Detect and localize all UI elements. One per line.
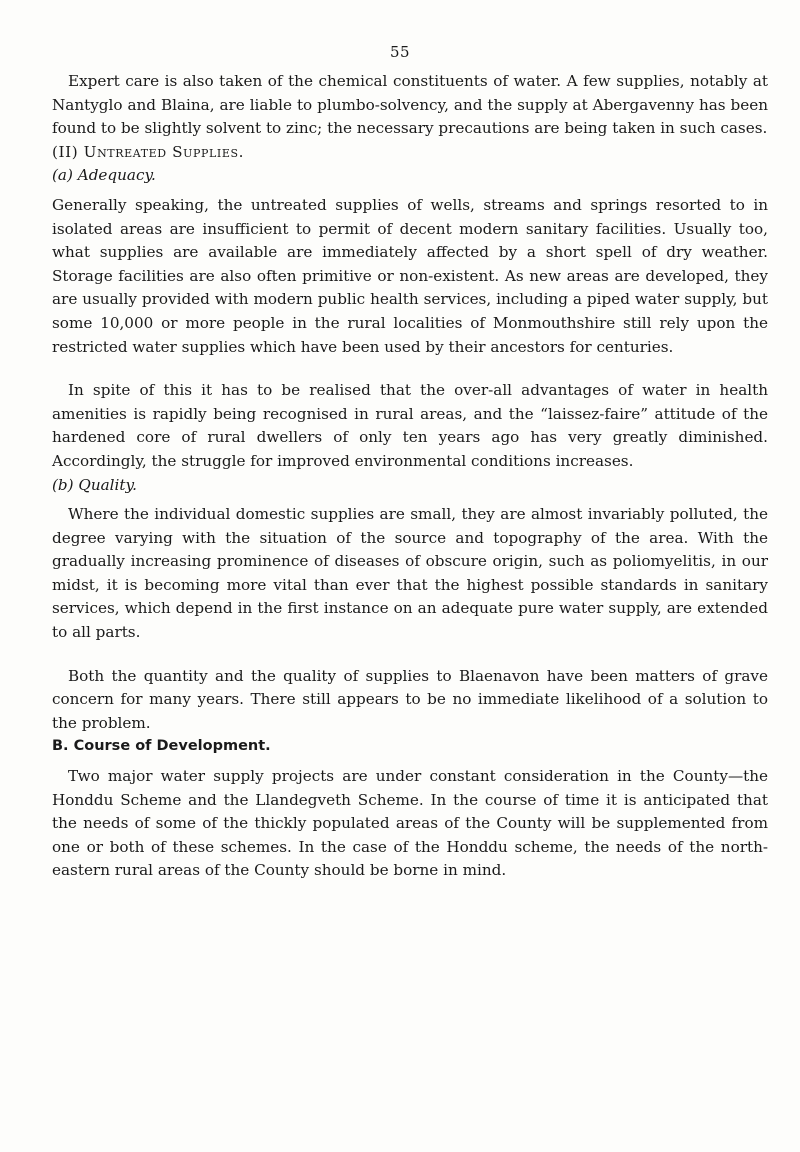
document-body [52, 70, 768, 883]
intro-paragraph: Expert care is also taken of the chemical constituents of water. A few supplies, notably at Nantyglo and Blaina, are liable to plumbo-solvency, and the supply at Abergavenny has been found to be slightly solvent to zinc; the necessary precautions are being taken in such cases. [52, 72, 768, 138]
quality-paragraph-2: Both the quantity and the quality of supplies to Blaenavon have been matters of grave concern for many years. There still appears to be no immediate likelihood of a solution to the problem. [52, 666, 768, 732]
adequacy-paragraph-2: In spite of this it has to be realised that the over-all advantages of water in health amenities is rapidly being recognised in rural areas, and the “laissez-faire” attitude of the hardened core of rural dwellers of only ten years ago has very greatly diminished. Accordingly, the struggle for improved environmental conditions increases. [52, 381, 768, 470]
section-heading-untreated-supplies: (II) Untreated Supplies. [52, 142, 245, 161]
sub-heading-adequacy: (a) Adequacy. [52, 166, 156, 185]
adequacy-paragraph-1: Generally speaking, the untreated supplies of wells, streams and springs resorted to in isolated areas are insufficient to permit of decent modern sanitary facilities. Usually too, what supplies are available are immediately affected by a short spell of dry weather. Storage facilities are also often primitive or non-existent. As new areas are developed, they are usually provided with modern public health services, including a piped water supply, but some 10,000 or more people in the rural localities of Monmouthshire still rely upon the restricted water supplies which have been used by their ancestors for centuries. [52, 195, 768, 356]
sub-heading-quality: (b) Quality. [52, 475, 137, 494]
page-number: 55 [389, 43, 411, 61]
section-heading-course-of-development: B. Course of Development. [52, 738, 271, 755]
quality-paragraph-1: Where the individual domestic supplies are small, they are almost invariably polluted, the degree varying with the situation of the source and topography of the area. With the gradually increasing prominence of diseases of obscure origin, such as poliomyelitis, in our midst, it is becoming more vital than ever that the highest possible standards in sanitary services, which depend in the first instance on an adequate pure water supply, are extended to all parts. [52, 505, 768, 642]
development-paragraph-1: Two major water supply projects are under constant consideration in the County—the Honddu Scheme and the Llandegveth Scheme. In the course of time it is anticipated that the needs of some of the thickly populated areas of the County will be supplemented from one or both of these schemes. In the case of the Honddu scheme, the needs of the north-eastern rural areas of the County should be borne in mind. [52, 767, 768, 880]
